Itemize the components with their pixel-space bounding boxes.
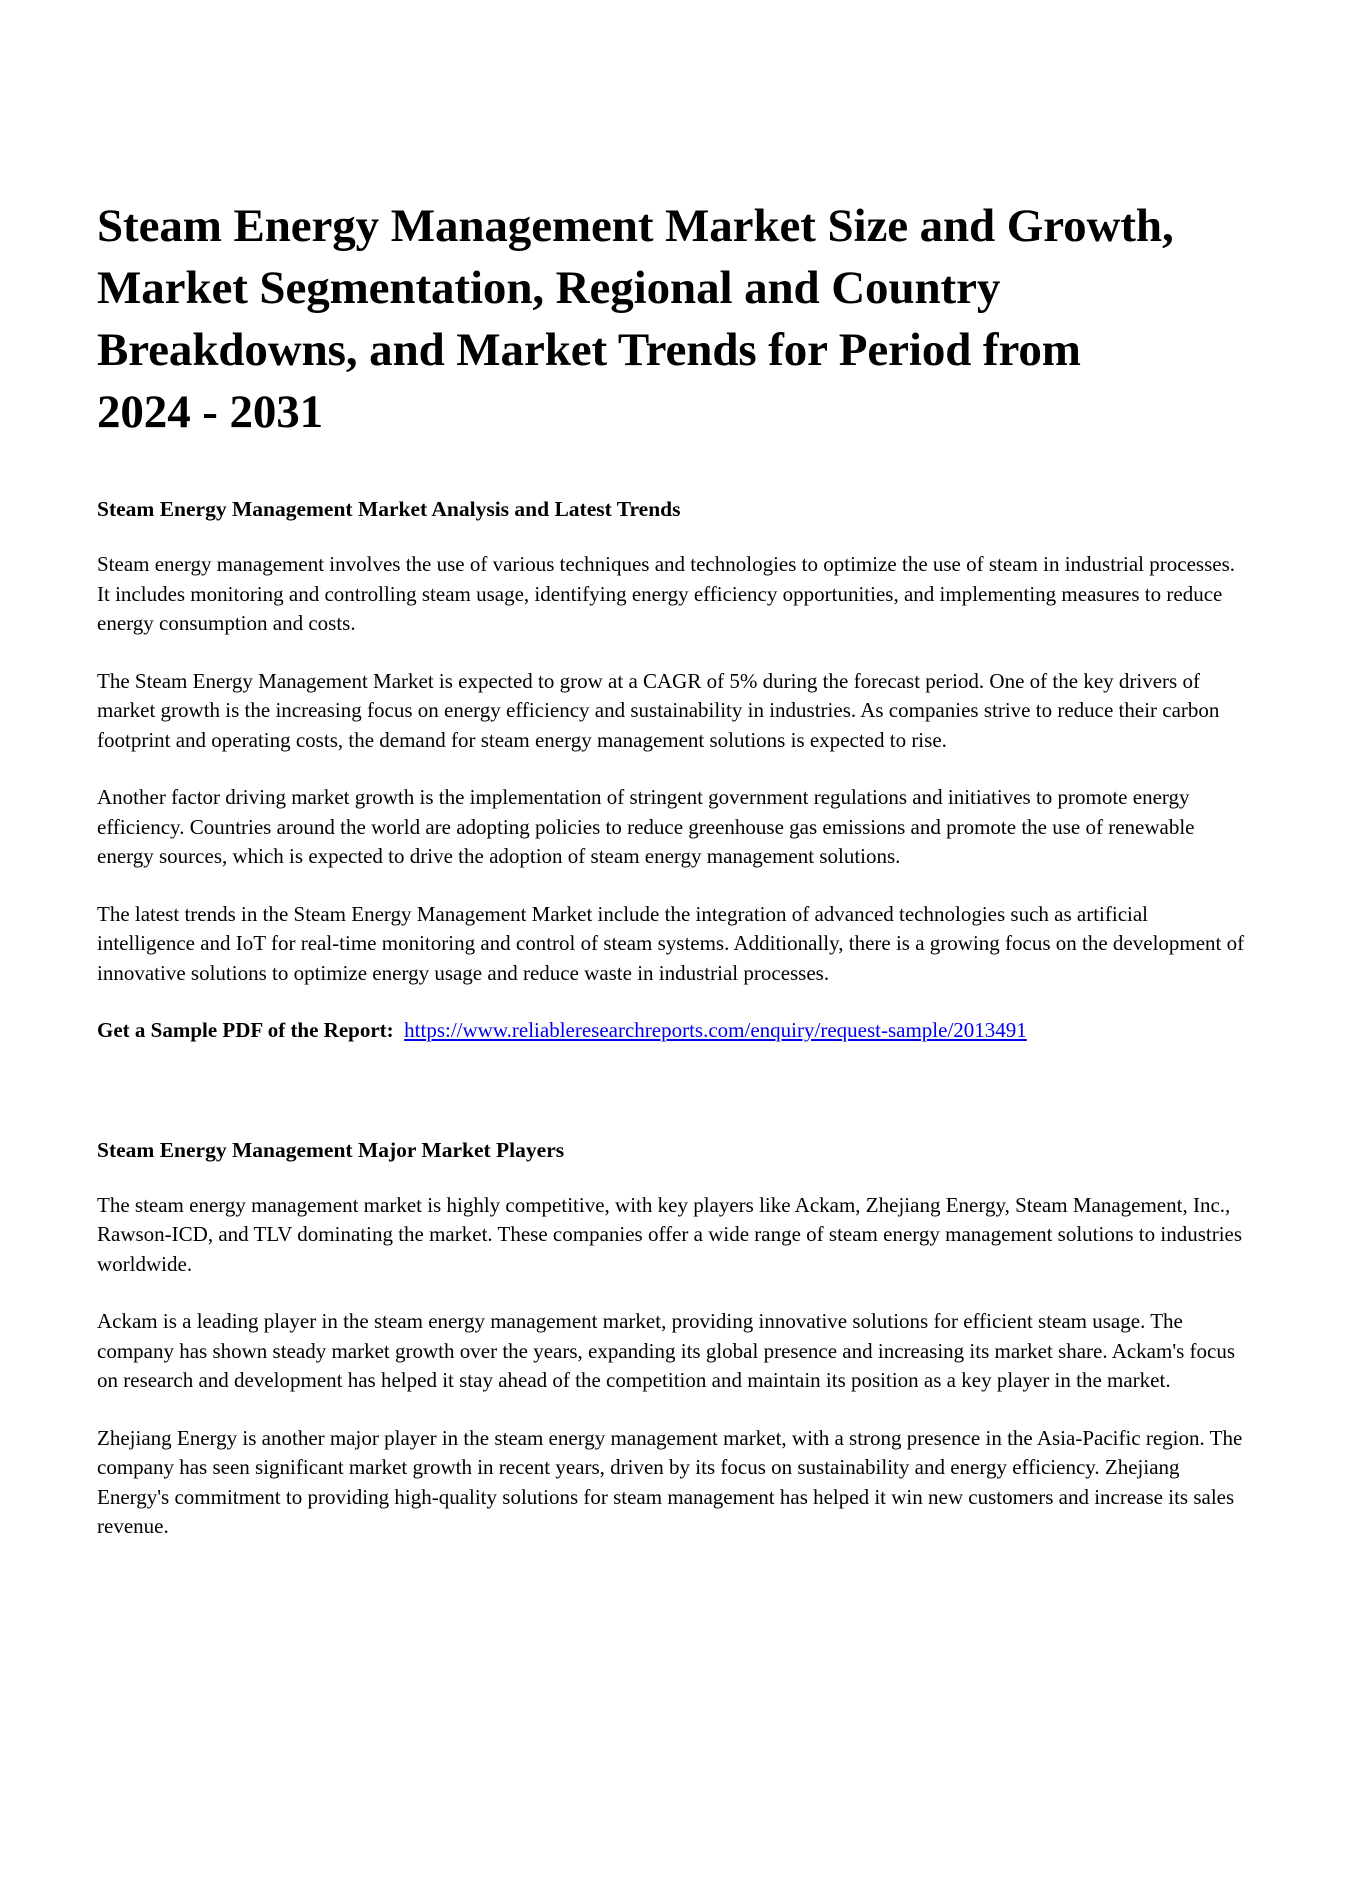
paragraph-analysis-2: The Steam Energy Management Market is expected to grow at a CAGR of 5% during the forecast period. One of the key drivers of market growth is the increasing focus on energy efficiency and sustainability in industries. As companies strive to reduce their carbon footprint and operating costs, the demand for steam energy management solutions is expected to rise.	[97, 668, 1220, 752]
paragraph-players-1: The steam energy management market is highly competitive, with key players like Ackam, Zhejiang Energy, Steam Management, Inc., Rawson-ICD, and TLV dominating the market. These companies offer a wide range of steam energy management solutions to industries worldwide.	[97, 1192, 1243, 1276]
paragraph-players-2: Ackam is a leading player in the steam energy management market, providing innovative solutions for efficient steam usage. The company has shown steady market growth over the years, expanding its global presence and increasing its market share. Ackam's focus on research and development has helped it stay ahead of the competition and maintain its position as a key player in the market.	[97, 1309, 1236, 1392]
page-title: Steam Energy Management Market Size and Growth, Market Segmentation, Regional and Country Breakdowns, and Market Trends for Period from 2024 - 2031	[97, 200, 1174, 438]
sample-pdf-line	[97, 1016, 1245, 1046]
paragraph-analysis-1: Steam energy management involves the use of various techniques and technologies to optimize the use of steam in industrial processes. It includes monitoring and controlling steam usage, identifying energy efficiency opportunities, and implementing measures to reduce energy consumption and costs.	[97, 552, 1235, 635]
paragraph-analysis-3: Another factor driving market growth is the implementation of stringent government regulations and initiatives to promote energy efficiency. Countries around the world are adopting policies to reduce greenhouse gas emissions and promote the use of renewable energy sources, which is expected to drive the adoption of steam energy management solutions.	[97, 785, 1195, 868]
section-heading-analysis: Steam Energy Management Market Analysis and Latest Trends	[97, 497, 681, 521]
request-sample-link[interactable]: https://www.reliableresearchreports.com/enquiry/request-sample/2013491	[404, 1018, 1027, 1042]
section-spacer	[97, 1074, 1245, 1136]
paragraph-players-3: Zhejiang Energy is another major player in the steam energy management market, with a strong presence in the Asia-Pacific region. The company has seen significant market growth in recent years, driven by its focus on sustainability and energy efficiency. Zhejiang Energy's commitment to providing high-quality solutions for steam management has helped it win new customers and increase its sales revenue.	[97, 1425, 1243, 1538]
section-heading-major-players: Steam Energy Management Major Market Players	[97, 1137, 565, 1162]
paragraph-analysis-4: The latest trends in the Steam Energy Management Market include the integration of advanced technologies such as artificial intelligence and IoT for real-time monitoring and control of steam systems. Additionally, there is a growing focus on the development of innovative solutions to optimize energy usage and reduce waste in industrial processes.	[97, 901, 1245, 985]
sample-pdf-label: Get a Sample PDF of the Report:	[97, 1018, 394, 1042]
